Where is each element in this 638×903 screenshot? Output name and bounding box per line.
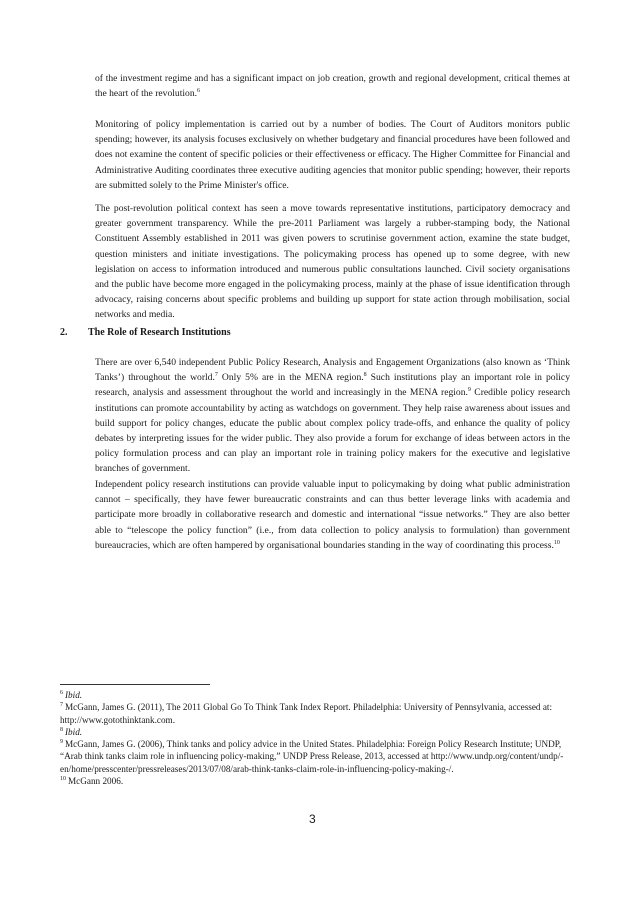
footnote-number: 10 <box>60 776 66 783</box>
paragraph-investment-regime <box>95 71 570 101</box>
paragraph-text: Only 5% are in the MENA region. <box>217 372 364 384</box>
page-number: 3 <box>309 812 316 826</box>
paragraph-independent-research <box>95 477 570 553</box>
paragraph-monitoring: Monitoring of policy implementation is carried out by a number of bodies. The Court of Auditors monitors public spending; however, its analysis focuses exclusively on whether budgetary and financial procedures have been followed and does not examine the content of specific policies or their effectiveness or efficacy. The Higher Committee for Financial and Administrative Auditing coordinates three executive auditing agencies that monitor public spending; however, their reports are submitted solely to the Prime Minister's office. <box>95 119 570 191</box>
footnote-text: McGann, James G. (2011), The 2011 Global Go To Think Tank Index Report. Philadelphia: University of Pennsylvania, accessed at: http://www.gotothinktank.com. <box>60 702 553 725</box>
footnote-text: Ibid. <box>65 690 83 700</box>
paragraph-think-tanks <box>95 355 570 477</box>
footnote-number: 8 <box>60 726 63 733</box>
footnote-text: Ibid. <box>65 726 83 737</box>
footnote-text: McGann, James G. (2006), Think tanks and policy advice in the United States. Philadelphia: Foreign Policy Research Institute; UNDP, “Arab think tanks claim role in influencing policy-making,” UNDP Press Release, 2013, accessed at http://www.undp.org/content/undp/-en/home/presscenter/pressreleases/2013/07/08/arab-think-tanks-claim-role-in-influencing-policy-making-/. <box>60 739 564 774</box>
footnote-number: 6 <box>60 689 63 696</box>
paragraph-post-revolution: The post-revolution political context has seen a move towards representative institutions, participatory democracy and greater government transparency. While the pre-2011 Parliament was largely a rubber-stamping body, the National Constituent Assembly established in 2011 was given powers to scrutinise government action, examine the state budget, question ministers and initiate investigations. The policymaking process has opened up to some degree, with new legislation on access to information introduced and numerous public consultations launched. Civil society organisations and the public have become more engaged in the policymaking process, mainly at the phase of issue identification through advocacy, raising concerns about specific problems and building up support for state action through mobilisation, social networks and media. <box>95 203 570 321</box>
footnote-item <box>60 689 570 701</box>
paragraph-text: of the investment regime and has a significant impact on job creation, growth and regional development, critical themes at the heart of the revolution. <box>95 73 570 100</box>
footnote-number: 9 <box>60 739 63 746</box>
footnote-ref[interactable]: 9 <box>467 387 471 394</box>
footnote-ref[interactable]: 10 <box>553 539 560 546</box>
footnote-ref[interactable]: 8 <box>363 372 367 379</box>
section-number: 2. <box>60 327 68 338</box>
section-heading <box>60 325 231 340</box>
footnote-list <box>60 689 570 787</box>
paragraph-text: Such institutions play an important role in policy research, analysis and assessment throughout the world and increasingly in the MENA region. <box>95 372 570 399</box>
footnote-ref[interactable]: 6 <box>197 88 201 95</box>
section-title: The Role of Research Institutions <box>88 327 231 338</box>
footnote-item <box>60 775 570 787</box>
footnote-separator <box>60 684 210 685</box>
paragraph-text: There are over 6,540 independent Public Policy Research, Analysis and Engagement Organizations (also known as ‘Think Tanks’) throughout the world. <box>95 357 570 384</box>
footnote-ref[interactable]: 7 <box>214 372 218 379</box>
paragraph-text: Independent policy research institutions can provide valuable input to policymaking by doing what public administration cannot – specifically, they have fewer bureaucratic constraints and can thus better leverage links with academia and participate more broadly in collaborative research and domestic and international “issue networks.” They are also better able to “telescope the policy function” (i.e., from data collection to policy analysis to formulation) than government bureaucracies, which are often hampered by organisational boundaries standing in the way of coordinating this process. <box>95 479 570 551</box>
footnote-item <box>60 701 570 726</box>
footnote-text: McGann 2006. <box>68 776 124 787</box>
footnote-item <box>60 738 570 775</box>
footnote-item <box>60 726 570 738</box>
footnote-number: 7 <box>60 702 63 709</box>
paragraph-text: Credible policy research institutions can promote accountability by acting as watchdogs on government. They help raise awareness about issues and build support for policy changes, educate the public about complex policy trade-offs, and enhance the quality of policy debates by interpreting issues for the wider public. They also provide a forum for exchange of ideas between actors in the policy formulation process and can play an important role in training policy makers for the executive and legislative branches of government. <box>95 387 570 475</box>
